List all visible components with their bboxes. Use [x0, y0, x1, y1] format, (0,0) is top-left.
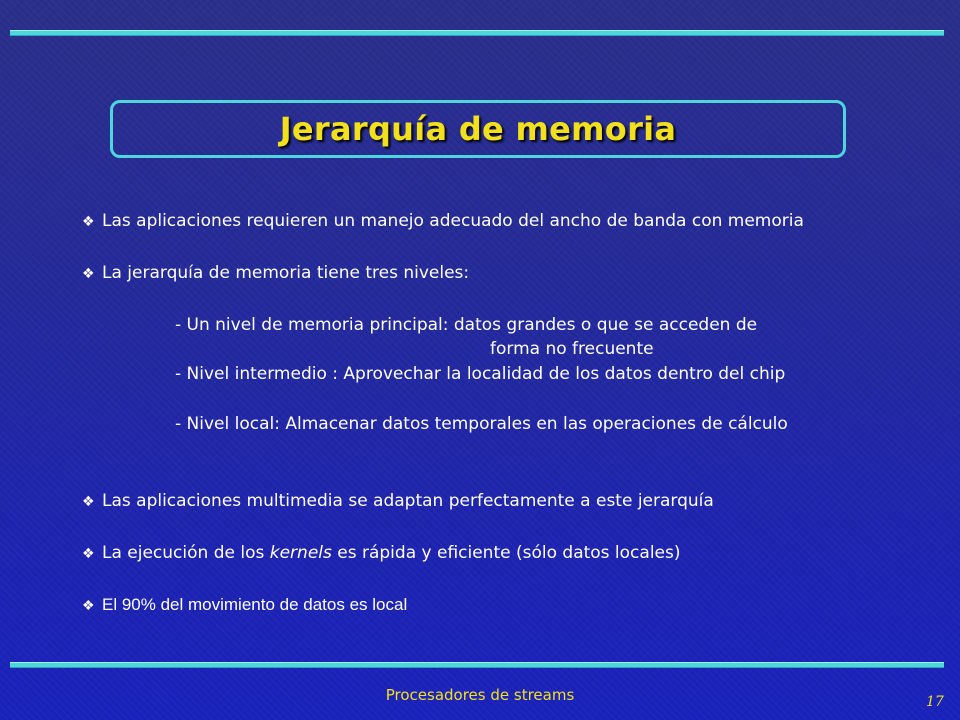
bullet-text: La jerarquía de memoria tiene tres niveles: — [102, 263, 470, 283]
bullet-text: Las aplicaciones requieren un manejo adecuado del ancho de banda con memoria — [102, 211, 804, 231]
diamond-bullet-icon: ❖ — [82, 546, 95, 562]
diamond-bullet-icon: ❖ — [82, 494, 95, 510]
slide-title: Jerarquía de memoria — [279, 110, 677, 148]
level-principal-line2: forma no frecuente — [490, 339, 654, 359]
bullet-movimiento — [82, 594, 407, 616]
top-divider — [10, 30, 944, 36]
bullet-text-post: es rápida y eficiente (sólo datos locales) — [331, 543, 681, 563]
diamond-bullet-icon: ❖ — [82, 597, 95, 613]
bullet-bandwidth — [82, 210, 804, 233]
level-local: - Nivel local: Almacenar datos temporales en las operaciones de cálculo — [175, 414, 788, 434]
diamond-bullet-icon: ❖ — [82, 266, 95, 282]
bullet-levels — [82, 262, 469, 285]
bottom-divider — [10, 662, 944, 668]
bullet-text: Las aplicaciones multimedia se adaptan perfectamente a este jerarquía — [102, 491, 714, 511]
level-principal-line1: - Un nivel de memoria principal: datos grandes o que se acceden de — [175, 315, 758, 335]
bullet-text-pre: La ejecución de los — [102, 543, 270, 563]
page-number: 17 — [926, 694, 944, 710]
bullet-text-kernels: kernels — [269, 543, 332, 563]
bullet-kernels — [82, 542, 681, 565]
bullet-multimedia — [82, 490, 714, 513]
diamond-bullet-icon: ❖ — [82, 214, 95, 230]
bullet-text: El 90% del movimiento de datos es local — [102, 595, 408, 614]
level-intermedio: - Nivel intermedio : Aprovechar la localidad de los datos dentro del chip — [175, 364, 786, 384]
title-box — [110, 100, 846, 158]
footer-title: Procesadores de streams — [385, 686, 575, 704]
